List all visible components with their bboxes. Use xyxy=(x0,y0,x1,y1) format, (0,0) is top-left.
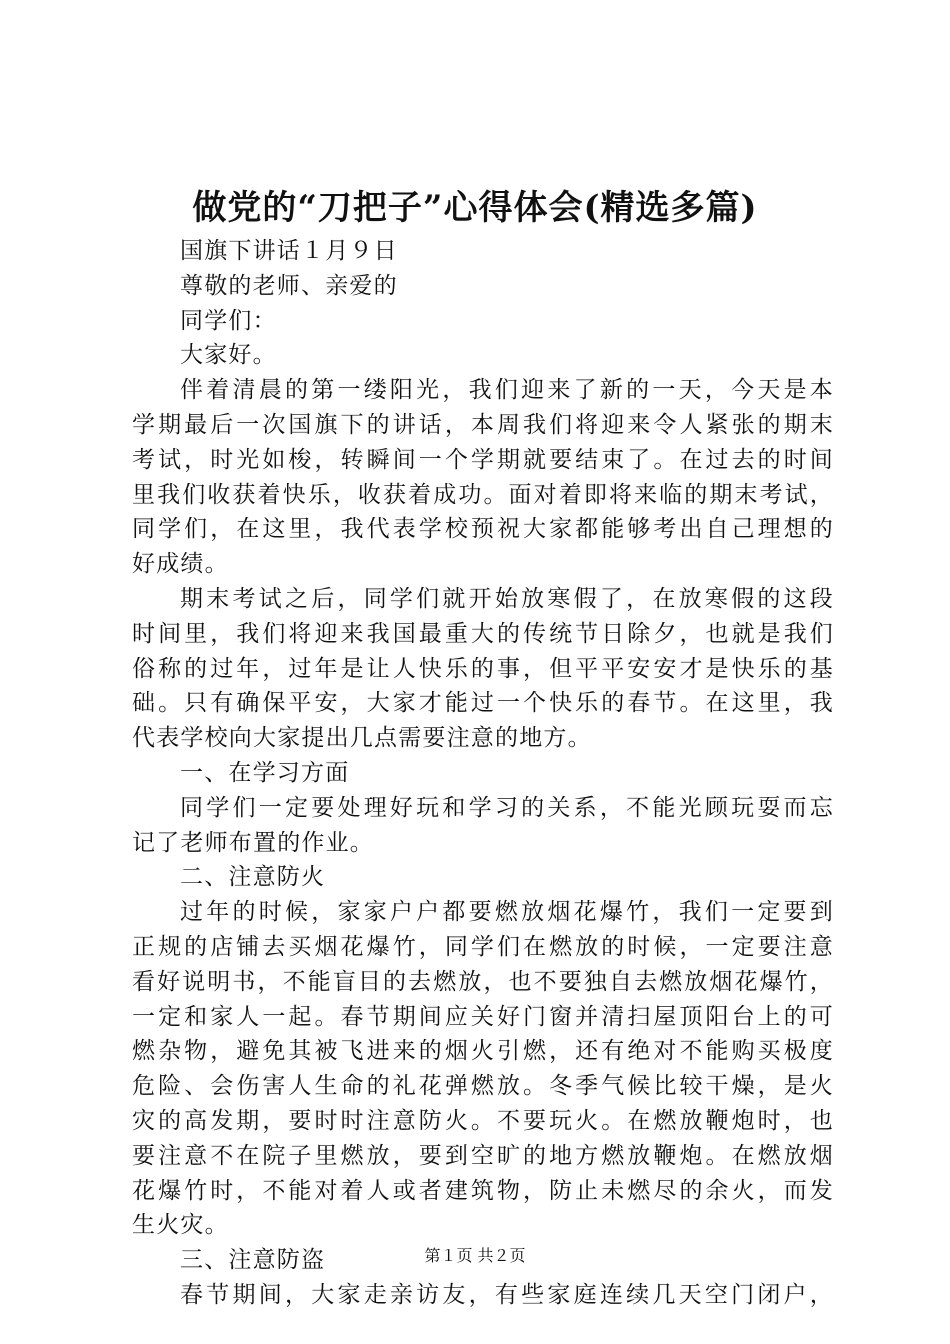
text-line: 记了老师布置的作业。 xyxy=(132,829,374,856)
text-line: 学期最后一次国旗下的讲话，本周我们将迎来令人紧张的期末 xyxy=(132,411,834,438)
text-line: 俗称的过年，过年是让人快乐的事，但平平安安才是快乐的基 xyxy=(132,655,834,682)
text-line: 代表学校向大家提出几点需要注意的地方。 xyxy=(132,725,592,752)
text-line: 同学们： xyxy=(180,307,277,334)
text-line: 春节期间，大家走亲访友，有些家庭连续几天空门闭户， xyxy=(180,1281,834,1308)
text-line: 生火灾。 xyxy=(132,1212,229,1239)
text-line: 时间里，我们将迎来我国最重大的传统节日除夕，也就是我们 xyxy=(132,620,834,647)
text-line: 里我们收获着快乐，收获着成功。面对着即将来临的期末考试， xyxy=(132,481,834,508)
text-line: 二、注意防火 xyxy=(180,864,326,891)
text-line: 同学们一定要处理好玩和学习的关系，不能光顾玩耍而忘 xyxy=(180,794,834,821)
text-line: 过年的时候，家家户户都要燃放烟花爆竹，我们一定要到 xyxy=(180,899,834,926)
text-line: 三、注意防盗 xyxy=(180,1247,326,1274)
text-line: 要注意不在院子里燃放，要到空旷的地方燃放鞭炮。在燃放烟 xyxy=(132,1142,834,1169)
text-line: 一定和家人一起。春节期间应关好门窗并清扫屋顶阳台上的可 xyxy=(132,1003,834,1030)
page-footer: 第１页 共２页 xyxy=(424,1246,526,1265)
text-line: 尊敬的老师、亲爱的 xyxy=(180,272,398,299)
text-line: 础。只有确保平安，大家才能过一个快乐的春节。在这里，我 xyxy=(132,690,834,717)
text-line: 国旗下讲话１月９日 xyxy=(180,238,398,264)
text-line: 正规的店铺去买烟花爆竹，同学们在燃放的时候，一定要注意 xyxy=(132,933,834,960)
text-line: 看好说明书，不能盲目的去燃放，也不要独自去燃放烟花爆竹， xyxy=(132,968,834,995)
text-line: 期末考试之后，同学们就开始放寒假了，在放寒假的这段 xyxy=(180,585,834,612)
text-line: 考试，时光如梭，转瞬间一个学期就要结束了。在过去的时间 xyxy=(132,446,834,473)
text-line: 好成绩。 xyxy=(132,551,229,578)
text-line: 花爆竹时，不能对着人或者建筑物，防止未燃尽的余火，而发 xyxy=(132,1177,834,1204)
text-line: 灾的高发期，要时时注意防火。不要玩火。在燃放鞭炮时，也 xyxy=(132,1107,834,1134)
document-body xyxy=(132,234,834,1313)
text-line: 燃杂物，避免其被飞进来的烟火引燃，还有绝对不能购买极度 xyxy=(132,1038,834,1065)
text-line: 伴着清晨的第一缕阳光，我们迎来了新的一天，今天是本 xyxy=(180,377,834,404)
text-line: 同学们，在这里，我代表学校预祝大家都能够考出自己理想的 xyxy=(132,516,834,543)
text-line: 一、在学习方面 xyxy=(180,759,350,786)
document-title: 做党的“刀把子”心得体会(精选多篇) xyxy=(192,188,758,228)
text-line: 危险、会伤害人生命的礼花弹燃放。冬季气候比较干燥，是火 xyxy=(132,1073,834,1100)
text-line: 大家好。 xyxy=(180,342,277,369)
